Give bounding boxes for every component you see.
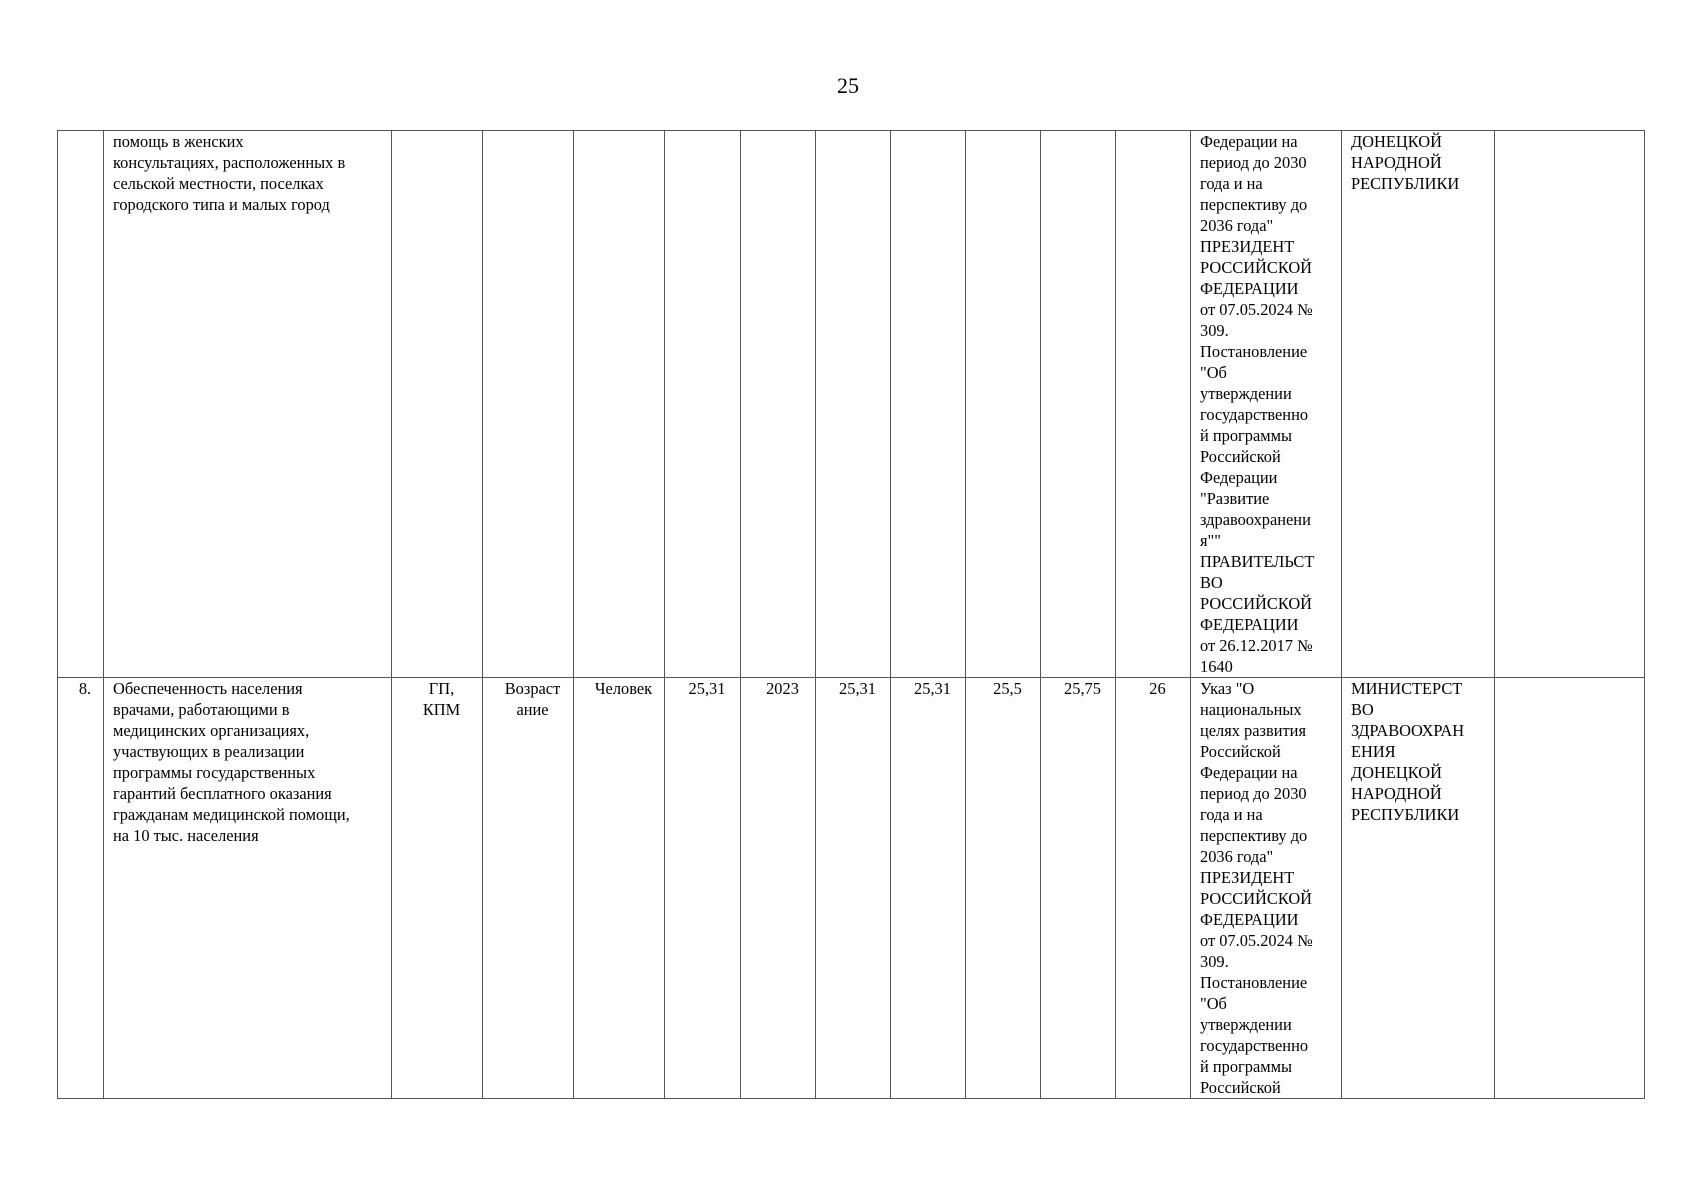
year-value-cell: 25,5: [966, 678, 1041, 1099]
base-value-cell: [665, 131, 741, 678]
row-number-cell: 8.: [58, 678, 104, 1099]
row-number-cell: [58, 131, 104, 678]
extra-cell: [1495, 678, 1645, 1099]
unit-cell: [574, 131, 665, 678]
responsible-cell: ДОНЕЦКОЙ НАРОДНОЙ РЕСПУБЛИКИ: [1342, 131, 1495, 678]
year-value-cell: [816, 131, 891, 678]
year-value-cell: 25,31: [891, 678, 966, 1099]
indicator-name-cell: Обеспеченность населения врачами, работающими в медицинских организациях, участвующих в реализации программы государственных гарантий бесплатного оказания гражданам медицинской помощи, на 10 тыс. населения: [104, 678, 392, 1099]
responsible-cell: МИНИСТЕРСТ ВО ЗДРАВООХРАН ЕНИЯ ДОНЕЦКОЙ НАРОДНОЙ РЕСПУБЛИКИ: [1342, 678, 1495, 1099]
document-cell: Федерации на период до 2030 года и на перспективу до 2036 года" ПРЕЗИДЕНТ РОССИЙСКОЙ ФЕДЕРАЦИИ от 07.05.2024 № 309. Постановление "Об утверждении государственно й программы Российской Федерации "Развитие здравоохранени я"" ПРАВИТЕЛЬСТ ВО РОССИЙСКОЙ ФЕДЕРАЦИИ от 26.12.2017 № 1640: [1191, 131, 1342, 678]
base-year-cell: [741, 131, 816, 678]
level-cell: [392, 131, 483, 678]
page-number: 25: [837, 73, 859, 98]
indicator-name-cell: помощь в женских консультациях, расположенных в сельской местности, поселках городского типа и малых город: [104, 131, 392, 678]
unit-cell: Человек: [574, 678, 665, 1099]
year-value-cell: [966, 131, 1041, 678]
base-year-cell: 2023: [741, 678, 816, 1099]
year-value-cell: [1041, 131, 1116, 678]
year-value-cell: 25,31: [816, 678, 891, 1099]
table-row: [58, 131, 1645, 678]
year-value-cell: 25,75: [1041, 678, 1116, 1099]
direction-cell: Возраст ание: [483, 678, 574, 1099]
direction-cell: [483, 131, 574, 678]
year-value-cell: [891, 131, 966, 678]
year-value-cell: [1116, 131, 1191, 678]
indicators-table: [57, 130, 1645, 1099]
document-cell: Указ "О национальных целях развития Российской Федерации на период до 2030 года и на перспективу до 2036 года" ПРЕЗИДЕНТ РОССИЙСКОЙ ФЕДЕРАЦИИ от 07.05.2024 № 309. Постановление "Об утверждении государственно й программы Российской: [1191, 678, 1342, 1099]
level-cell: ГП, КПМ: [392, 678, 483, 1099]
table-row: [58, 678, 1645, 1099]
extra-cell: [1495, 131, 1645, 678]
base-value-cell: 25,31: [665, 678, 741, 1099]
year-value-cell: 26: [1116, 678, 1191, 1099]
